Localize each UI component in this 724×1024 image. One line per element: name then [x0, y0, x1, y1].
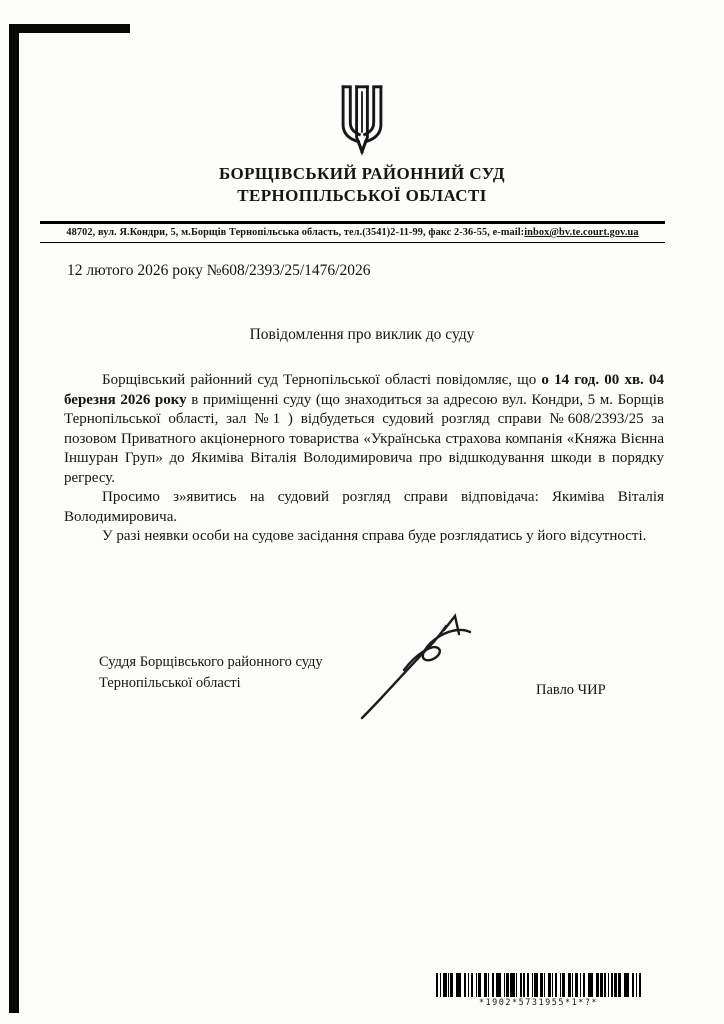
letterhead-rule-thin [40, 242, 665, 243]
court-name-heading [0, 163, 724, 207]
tryzub-emblem-icon [0, 82, 724, 160]
paragraph-summons-part2: в приміщенні суду (що знаходиться за адресою вул. Кондри, 5 м. Борщів Тернопільської області, зал №1 ) відбудеться судовий розгляд справи №608/2393/25 за позовом Приватного акціонерного товариства «Українська страхова компанія «Княжа Вієнна Іншуран Груп» до Якиміва Віталія Володимировича про відшкодування шкоди в порядку регресу. [64, 391, 664, 486]
paragraph-summons-part1: Борщівський районний суд Тернопільської області повідомляє, що [102, 372, 542, 388]
judge-signature-icon [352, 608, 482, 731]
letterhead-contact-block [40, 221, 665, 243]
document-body [64, 371, 664, 547]
barcode-bars [436, 973, 641, 997]
paragraph-request-appearance: Просимо з»явитись на судовий розгляд справи відповідача: Якиміва Віталія Володимировича. [64, 489, 664, 525]
court-address-phone: 48702, вул. Я.Кондри, 5, м.Борщів Тернопільська область, тел.(3541)2-11-99, факс 2-36-55, e-mail: [66, 227, 525, 238]
court-name-line2: ТЕРНОПІЛЬСЬКОЇ ОБЛАСТІ [237, 186, 487, 205]
paragraph-summons [64, 371, 664, 488]
judge-title-line2: Тернопільської області [99, 675, 241, 691]
judge-title-line1: Суддя Борщівського районного суду [99, 654, 323, 670]
hearing-datetime-bold: о 14 год. 00 хв. 04 березня 2026 року [64, 372, 664, 408]
court-email: inbox@bv.te.court.gov.ua [524, 227, 639, 238]
barcode-digits: *1902*5731955*1*?* [478, 998, 599, 1008]
judge-name: Павло ЧИР [536, 682, 606, 698]
paragraph-absence-warning: У разі неявки особи на судове засідання справа буде розглядатись у його відсутності. [102, 528, 647, 544]
date-and-case-number: 12 лютого 2026 року №608/2393/25/1476/2026 [67, 262, 371, 279]
judge-title-block [99, 652, 323, 694]
document-barcode [436, 973, 641, 1008]
court-name-line1: БОРЩІВСЬКИЙ РАЙОННИЙ СУД [218, 164, 506, 183]
court-contact-line [40, 224, 665, 242]
scan-edge-artifact-top [9, 24, 130, 33]
document-title: Повідомлення про виклик до суду [249, 326, 475, 343]
